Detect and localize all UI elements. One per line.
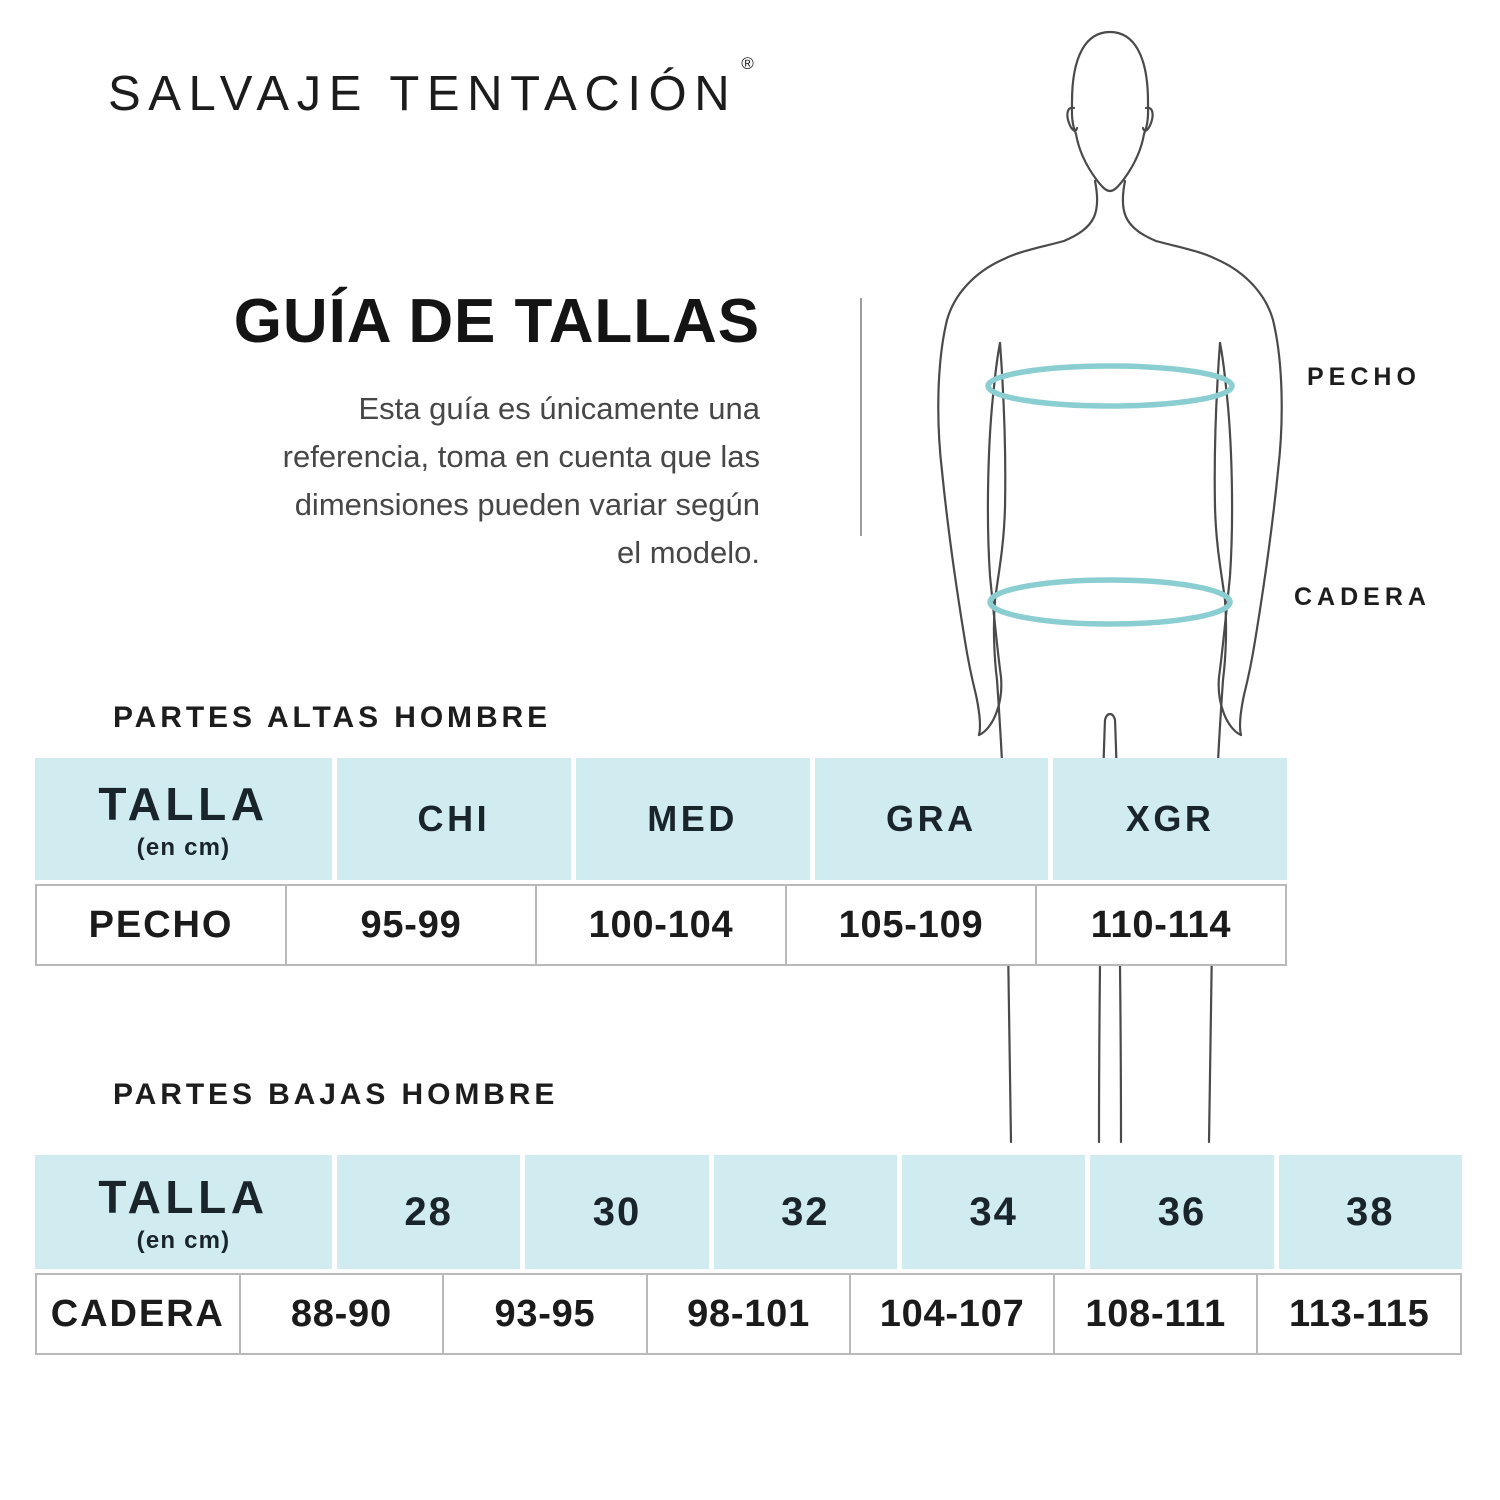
right-hand-inner-arm [1219, 343, 1241, 735]
intro-description-line: dimensiones pueden variar según [294, 487, 760, 522]
brand-logo [108, 53, 754, 122]
hip-measure-label: CADERA [1294, 583, 1431, 611]
right-torso-leg-outline [1209, 343, 1226, 1142]
measurement-value-cell: 105-109 [785, 886, 1035, 964]
talla-unit-label: (en cm) [136, 833, 231, 861]
left-hand-inner-arm [979, 343, 1001, 735]
measurement-value-cell: 98-101 [646, 1275, 850, 1353]
bottoms-table-header-row [35, 1155, 1462, 1269]
tops-size-table [35, 758, 1287, 966]
measurement-value-cell: 108-111 [1053, 1275, 1257, 1353]
intro-block [80, 286, 760, 577]
talla-label: TALLA [98, 777, 269, 830]
page-title: GUÍA DE TALLAS [233, 287, 760, 356]
measurement-value-cell: 113-115 [1256, 1275, 1460, 1353]
measurement-value-cell: 100-104 [535, 886, 785, 964]
chest-measure-line [988, 366, 1232, 406]
size-column-header-36: 36 [1090, 1155, 1273, 1269]
size-column-header-34: 34 [902, 1155, 1085, 1269]
measurement-value-cell: 95-99 [285, 886, 535, 964]
intro-description-line: referencia, toma en cuenta que las [282, 439, 760, 474]
size-column-header-30: 30 [525, 1155, 708, 1269]
intro-description [80, 385, 760, 577]
measurement-value-cell: 110-114 [1035, 886, 1285, 964]
size-column-header-xgr: XGR [1053, 758, 1287, 880]
bottoms-table-data-row [35, 1273, 1462, 1355]
section-title-tops: PARTES ALTAS HOMBRE [113, 701, 551, 734]
head-outline [1072, 32, 1148, 191]
tops-table-header-row [35, 758, 1287, 880]
size-column-header-gra: GRA [815, 758, 1049, 880]
body-outline-right [1123, 181, 1282, 735]
size-column-header-32: 32 [714, 1155, 897, 1269]
measurement-value-cell: 104-107 [849, 1275, 1053, 1353]
bottoms-size-table [35, 1155, 1462, 1355]
talla-label: TALLA [98, 1170, 269, 1223]
intro-description-line: el modelo. [616, 535, 760, 570]
tops-table-data-row [35, 884, 1287, 966]
brand-name: SALVAJE TENTACIÓN [108, 67, 738, 121]
measurement-row-label-cadera: CADERA [50, 1292, 225, 1335]
measurement-value-cell: 93-95 [442, 1275, 646, 1353]
measurement-value-cell: 88-90 [239, 1275, 443, 1353]
hip-measure-line [990, 580, 1230, 624]
measurement-row-label-pecho: PECHO [88, 903, 234, 946]
size-column-header-chi: CHI [337, 758, 571, 880]
size-column-header-28: 28 [337, 1155, 520, 1269]
bottoms-talla-header-cell [35, 1155, 332, 1269]
size-column-header-med: MED [576, 758, 810, 880]
section-title-bottoms: PARTES BAJAS HOMBRE [113, 1078, 559, 1111]
left-torso-leg-outline [994, 343, 1011, 1142]
body-outline-left [938, 181, 1097, 735]
talla-unit-label: (en cm) [136, 1226, 231, 1254]
chest-measure-label: PECHO [1307, 363, 1421, 391]
vertical-divider [860, 298, 862, 536]
intro-description-line: Esta guía es únicamente una [358, 391, 760, 426]
size-column-header-38: 38 [1279, 1155, 1462, 1269]
registered-trademark-symbol: ® [741, 53, 754, 73]
tops-talla-header-cell [35, 758, 332, 880]
